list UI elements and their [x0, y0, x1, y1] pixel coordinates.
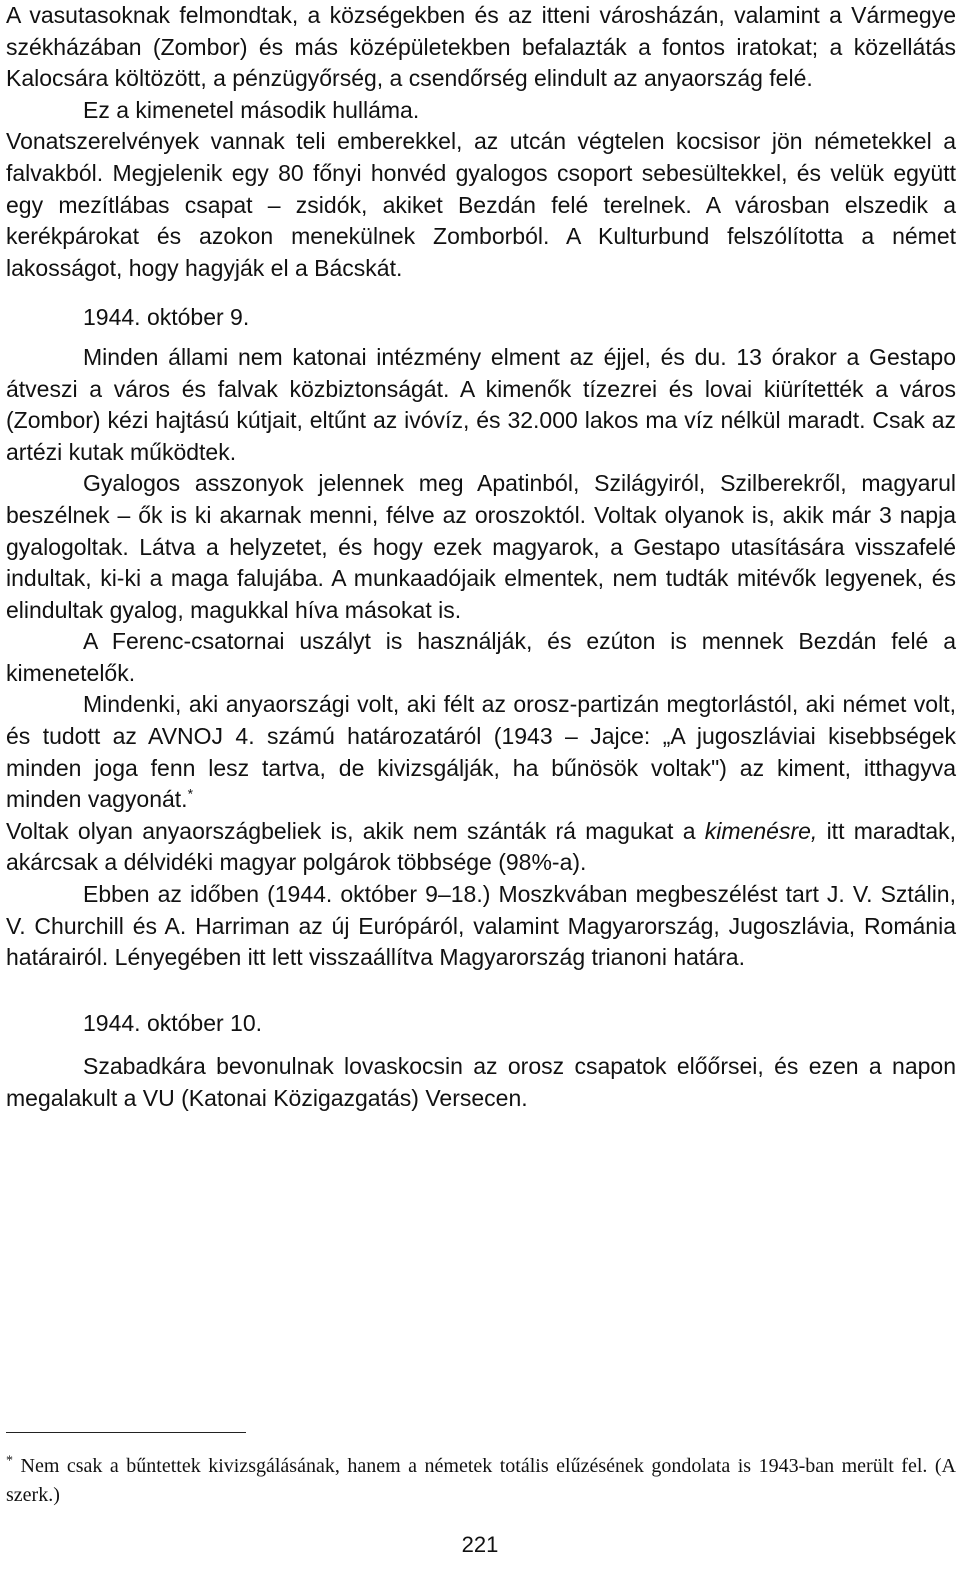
- footnote-marker: *: [6, 1453, 13, 1469]
- date-heading-oct-9: 1944. október 9.: [83, 304, 250, 331]
- paragraph-subotica: Szabadkára bevonulnak lovaskocsin az orosz csapatok előőrsei, és ezen a napon megalakult a VU (Katonai Közigazgatás) Versecen.: [6, 1053, 956, 1111]
- paragraph-trains: Vonatszerelvények vannak teli emberekkel, az utcán végtelen kocsisor jön németekkel a falvakból. Megjelenik egy 80 főnyi honvéd gyalogos csoport sebesültekkel, és velük együtt egy mezítlábas csapat – zsidók, akiket Bezdán felé terelnek. A városban elszedik a kerékpárokat és azokon menekülnek Zomborból. A Kulturbund felszólította a német lakosságot, hogy hagyják el a Bácskát.: [6, 128, 956, 281]
- paragraph-avnoj-text: Mindenki, aki anyaországi volt, aki félt az orosz-partizán megtorlástól, aki német volt, és tudott az AVNOJ 4. számú határozatáról (1943 – Jajce: „A jugoszláviai kisebbségek minden joga fenn lesz tartva, de kivizsgálják, ha bűnösök voltak") az kiment, itthagyva minden vagyonát.: [6, 691, 956, 813]
- date-heading-oct-10: 1944. október 10.: [83, 1009, 263, 1036]
- paragraph-gestapo: Minden állami nem katonai intézmény elment az éjjel, és du. 13 órakor a Gestapo átveszi a város és falvak közbiztonságát. A kimenők tízezrei és lovai kiürítették a város (Zombor) kézi hajtású kútjait, eltűnt az ivóvíz, és 32.000 lakos ma víz nélkül maradt. Csak az artézi kutak működtek.: [6, 343, 956, 465]
- page-number: 221: [461, 1532, 499, 1557]
- paragraph-moscow: Ebben az időben (1944. október 9–18.) Moszkvában megbeszélést tart J. V. Sztálin, V. Churchill és A. Harriman az új Európáról, valamint Magyarország, Jugoszlávia, Románia határairól. Lényegében itt lett visszaállítva Magyarország trianoni határa.: [6, 881, 956, 971]
- footnote-divider: [6, 1432, 246, 1433]
- footnote: [6, 1452, 956, 1510]
- footnote-reference: *: [187, 785, 194, 802]
- emphasized-word: kimenésre,: [704, 817, 818, 844]
- paragraph-intro: A vasutasoknak felmondtak, a községekben és az itteni városházán, valamint a Vármegye székházában (Zombor) és más középületekben befalazták a fontos iratokat; a közellátás Kalocsára költözött, a pénzügyőrség, a csendőrség elindult az anyaország felé.: [6, 2, 956, 92]
- paragraph-remained: [6, 816, 956, 879]
- paragraph-second-wave: Ez a kimenetel második hulláma.: [83, 96, 420, 123]
- paragraph-canal: A Ferenc-csatornai uszályt is használják, és ezúton is mennek Bezdán felé a kimenetelők.: [6, 628, 956, 686]
- paragraph-avnoj: [6, 689, 956, 815]
- main-text: [6, 0, 956, 1115]
- paragraph-remained-start: Voltak olyan anyaországbeliek is, akik nem szánták rá magukat a: [6, 817, 696, 844]
- paragraph-remained-end: itt maradtak, akárcsak a délvidéki magyar polgárok többsége (98%-a).: [6, 817, 956, 876]
- footnote-text: Nem csak a bűntettek kivizsgálásának, hanem a németek totális elűzésének gondolata is 1943-ban merült fel. (A szerk.): [6, 1455, 956, 1506]
- paragraph-women: Gyalogos asszonyok jelennek meg Apatinból, Szilágyiról, Szilberekről, magyarul beszélnek – ők is ki akarnak menni, félve az oroszoktól. Voltak olyanok is, akik már 3 napja gyalogoltak. Látva a helyzetet, és hogy ezek magyarok, a Gestapo utasítására visszafelé indultak, ki-ki a maga falujába. A munkaadójaik elmentek, nem tudták mitévők legyenek, és elindultak gyalog, magukkal híva másokat is.: [6, 470, 956, 623]
